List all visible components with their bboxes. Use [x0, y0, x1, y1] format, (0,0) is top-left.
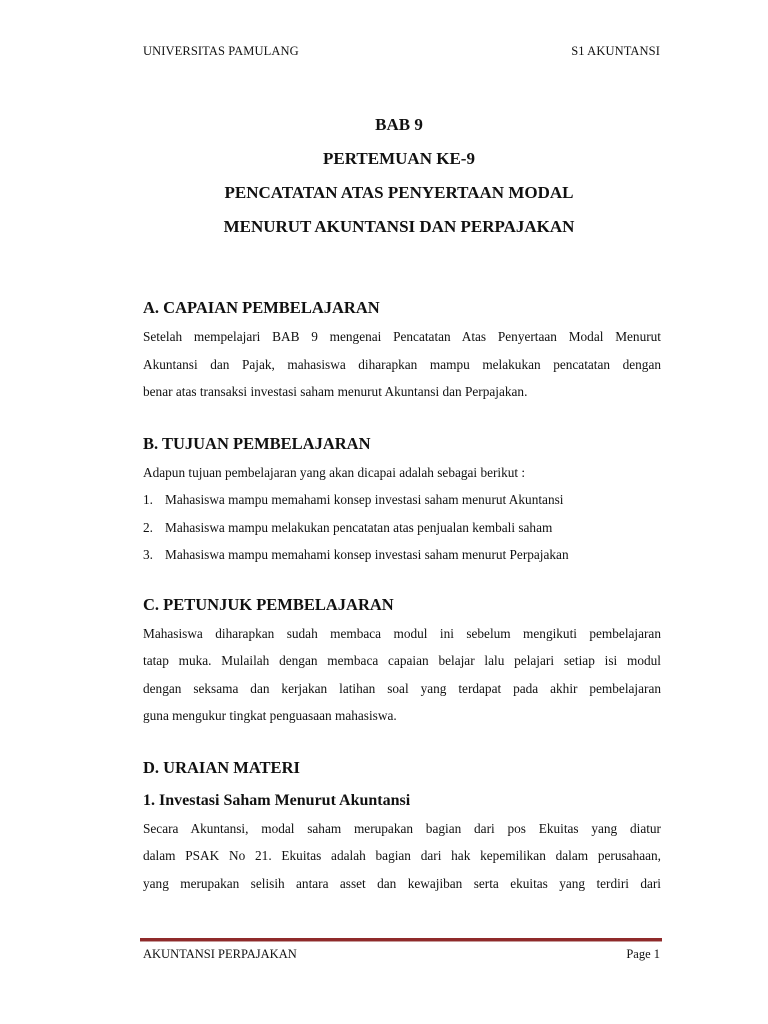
- list-item-text: Mahasiswa mampu melakukan pencatatan atas penjualan kembali saham: [165, 519, 553, 535]
- running-footer: [143, 947, 660, 962]
- paragraph-line: Setelah mempelajari BAB 9 mengenai Pencatatan Atas Penyertaan Modal Menurut: [143, 329, 661, 344]
- paragraph-line: tatap muka. Mulailah dengan membaca capaian belajar lalu pelajari setiap isi modul: [143, 653, 661, 668]
- section-d-heading: D. URAIAN MATERI: [143, 757, 300, 777]
- paragraph-line: dengan seksama dan kerjakan latihan soal yang terdapat pada akhir pembelajaran: [143, 680, 661, 696]
- list-item: [143, 514, 661, 542]
- list-item: [143, 541, 661, 569]
- subsection-heading: 1. Investasi Saham Menurut Akuntansi: [143, 791, 411, 809]
- paragraph-line: yang merupakan selisih antara asset dan kewajiban serta ekuitas yang terdiri dari: [143, 875, 661, 891]
- chapter-title-line-1: PENCATATAN ATAS PENYERTAAN MODAL: [224, 183, 574, 202]
- paragraph-line: dalam PSAK No 21. Ekuitas adalah bagian dari hak kepemilikan dalam perusahaan,: [143, 848, 661, 863]
- paragraph-line: Secara Akuntansi, modal saham merupakan bagian dari pos Ekuitas yang diatur: [143, 820, 661, 836]
- section-b-heading: B. TUJUAN PEMBELAJARAN: [143, 433, 371, 453]
- spacer: [143, 730, 661, 753]
- paragraph-line: Akuntansi dan Pajak, mahasiswa diharapkan mampu melakukan pencatatan dengan: [143, 356, 661, 372]
- spacer: [143, 406, 661, 429]
- section-c-heading: C. PETUNJUK PEMBELAJARAN: [143, 594, 394, 614]
- chapter-title-block: [100, 108, 698, 244]
- list-item-text: Mahasiswa mampu memahami konsep investasi saham menurut Akuntansi: [165, 492, 564, 507]
- running-header: [143, 44, 660, 59]
- page-number: Page 1: [626, 947, 660, 961]
- list-item-number: 1.: [143, 492, 153, 507]
- page-content: [143, 293, 661, 897]
- list-item-number: 3.: [143, 547, 153, 562]
- chapter-number: BAB 9: [375, 115, 423, 134]
- paragraph-line: benar atas transaksi investasi saham menurut Akuntansi dan Perpajakan.: [143, 384, 528, 399]
- chapter-title-line-2: MENURUT AKUNTANSI DAN PERPAJAKAN: [223, 217, 575, 236]
- header-program: S1 AKUNTANSI: [571, 44, 660, 58]
- footer-rule: [140, 938, 662, 942]
- paragraph-line: Mahasiswa diharapkan sudah membaca modul ini sebelum mengikuti pembelajaran: [143, 625, 661, 641]
- meeting-number: PERTEMUAN KE-9: [323, 149, 475, 168]
- section-a-paragraph: [143, 323, 661, 406]
- list-item-number: 2.: [143, 519, 153, 535]
- section-d-paragraph: [143, 815, 661, 898]
- section-c-paragraph: [143, 620, 661, 730]
- list-item: [143, 486, 661, 514]
- list-item-text: Mahasiswa mampu memahami konsep investasi saham menurut Perpajakan: [165, 547, 569, 562]
- section-b-intro: [143, 459, 661, 487]
- section-a-heading: A. CAPAIAN PEMBELAJARAN: [143, 298, 380, 317]
- spacer: [143, 569, 661, 590]
- footer-course-name: AKUNTANSI PERPAJAKAN: [143, 947, 297, 961]
- paragraph-line: guna mengukur tingkat penguasaan mahasiswa.: [143, 708, 397, 723]
- paragraph-line: Adapun tujuan pembelajaran yang akan dicapai adalah sebagai berikut :: [143, 464, 526, 480]
- header-university: UNIVERSITAS PAMULANG: [143, 44, 299, 58]
